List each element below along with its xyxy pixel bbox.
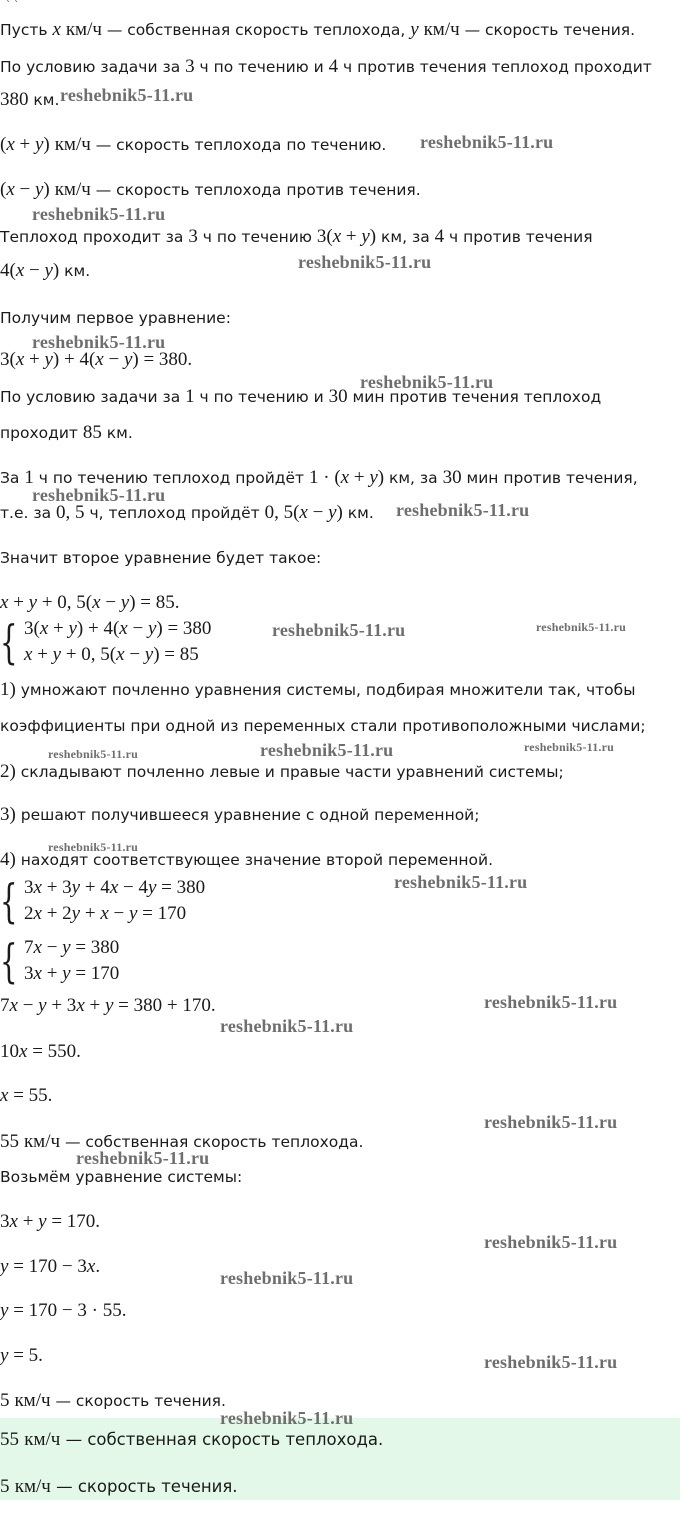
watermark-text: reshebnik5-11.ru (60, 85, 194, 105)
text-line-l19: 3) решают получившееся уравнение с одной переменной; (0, 804, 480, 825)
watermark-text: reshebnik5-11.ru (484, 1232, 618, 1252)
watermark-text: reshebnik5-11.ru (360, 372, 494, 392)
text-line-l18: 2) складывают почленно левые и правые части уравнений системы; (0, 761, 564, 782)
watermark-text: reshebnik5-11.ru (48, 840, 138, 854)
text-line-l22: 10x = 550. (0, 1041, 81, 1062)
text-line-l24: 55 км/ч — собственная скорость теплохода. (0, 1131, 364, 1152)
watermark-text: reshebnik5-11.ru (220, 1408, 354, 1428)
text-line-l4: (x + y) км/ч — скорость теплохода по течению. (0, 134, 387, 155)
text-line-l11: проходит 85 км. (0, 422, 133, 443)
text-line-l28: y = 170 − 3 · 55. (0, 1300, 127, 1321)
text-line-l23: x = 55. (0, 1085, 53, 1106)
text-line-l8: Получим первое уравнение: (0, 309, 231, 327)
watermark-text: reshebnik5-11.ru (272, 620, 406, 640)
watermark-text: reshebnik5-11.ru (484, 1352, 618, 1372)
watermark-text: reshebnik5-11.ru (484, 992, 618, 1012)
watermark-text: reshebnik5-11.ru (484, 1112, 618, 1132)
text-line-l3: 380 км. (0, 89, 60, 110)
system-equation: 2x + 2y + x − y = 170 (24, 903, 187, 924)
system-equation: x + y + 0, 5(x − y) = 85 (24, 644, 199, 665)
text-line-l9: 3(x + y) + 4(x − y) = 380. (0, 349, 193, 370)
text-line-l2: По условию задачи за 3 ч по течению и 4 ч против течения теплоход проходит (0, 56, 652, 77)
system-equation: 3(x + y) + 4(x − y) = 380 (24, 618, 212, 639)
watermark-text: reshebnik5-11.ru (76, 1148, 210, 1168)
text-line-l21: 7x − y + 3x + y = 380 + 170. (0, 995, 216, 1016)
watermark-text: reshebnik5-11.ru (32, 204, 166, 224)
text-line-l29: y = 5. (0, 1345, 43, 1366)
answer-line-a1: 55 км/ч — собственная скорость теплохода. (0, 1429, 384, 1450)
text-line-l13: т.е. за 0, 5 ч, теплоход пройдёт 0, 5(x − y) км. (0, 502, 374, 523)
equation-system-s3 (0, 935, 119, 987)
answer-line-a2: 5 км/ч — скорость течения. (0, 1476, 238, 1497)
text-line-l5: (x − y) км/ч — скорость теплохода против течения. (0, 179, 421, 200)
text-line-l25: Возьмём уравнение системы: (0, 1168, 243, 1186)
text-line-l1: Пусть x км/ч — собственная скорость теплохода, y км/ч — скорость течения. (0, 19, 636, 40)
left-brace-icon: { (0, 934, 18, 988)
text-line-l14: Значит второе уравнение будет такое: (0, 549, 322, 567)
equation-system-s2 (0, 875, 205, 927)
left-brace-icon: { (0, 874, 18, 928)
text-line-l20: 4) находят соответствующее значение второй переменной. (0, 849, 493, 870)
system-equation: 3x + 3y + 4x − 4y = 380 (24, 877, 206, 898)
watermark-text: reshebnik5-11.ru (32, 485, 166, 505)
text-line-l26: 3x + y = 170. (0, 1211, 101, 1232)
text-line-l6: Теплоход проходит за 3 ч по течению 3(x + y) км, за 4 ч против течения (0, 226, 593, 247)
watermark-text: reshebnik5-11.ru (394, 872, 528, 892)
watermark-text: reshebnik5-11.ru (396, 500, 530, 520)
text-line-l7: 4(x − y) км. (0, 260, 91, 281)
text-line-l15: x + y + 0, 5(x − y) = 85. (0, 592, 180, 613)
text-line-l16: 1) умножают почленно уравнения системы, подбирая множители так, чтобы (0, 679, 636, 700)
watermark-text: reshebnik5-11.ru (220, 1016, 354, 1036)
watermark-text: reshebnik5-11.ru (536, 620, 626, 634)
text-line-l12: За 1 ч по течению теплоход пройдёт 1 · (x + y) км, за 30 мин против течения, (0, 467, 638, 488)
text-line-l27: y = 170 − 3x. (0, 1256, 101, 1277)
watermark-text: reshebnik5-11.ru (524, 740, 614, 754)
watermark-text: reshebnik5-11.ru (48, 747, 138, 761)
left-brace-icon: { (0, 615, 18, 669)
system-equation: 3x + y = 170 (24, 963, 120, 984)
text-line-l30: 5 км/ч — скорость течения. (0, 1390, 226, 1411)
equation-system-s1 (0, 616, 211, 668)
text-line-l17: коэффициенты при одной из переменных стали противоположными числами; (0, 717, 646, 735)
watermark-text: reshebnik5-11.ru (420, 132, 554, 152)
text-line-l10: По условию задачи за 1 ч по течению и 30 мин против течения теплоход (0, 386, 602, 407)
watermark-text: reshebnik5-11.ru (32, 332, 166, 352)
system-equation: 7x − y = 380 (24, 937, 120, 958)
watermark-text: reshebnik5-11.ru (260, 740, 394, 760)
watermark-text: reshebnik5-11.ru (220, 1268, 354, 1288)
watermark-text: reshebnik5-11.ru (298, 252, 432, 272)
top-tick-mark: ` ` (6, 0, 20, 11)
